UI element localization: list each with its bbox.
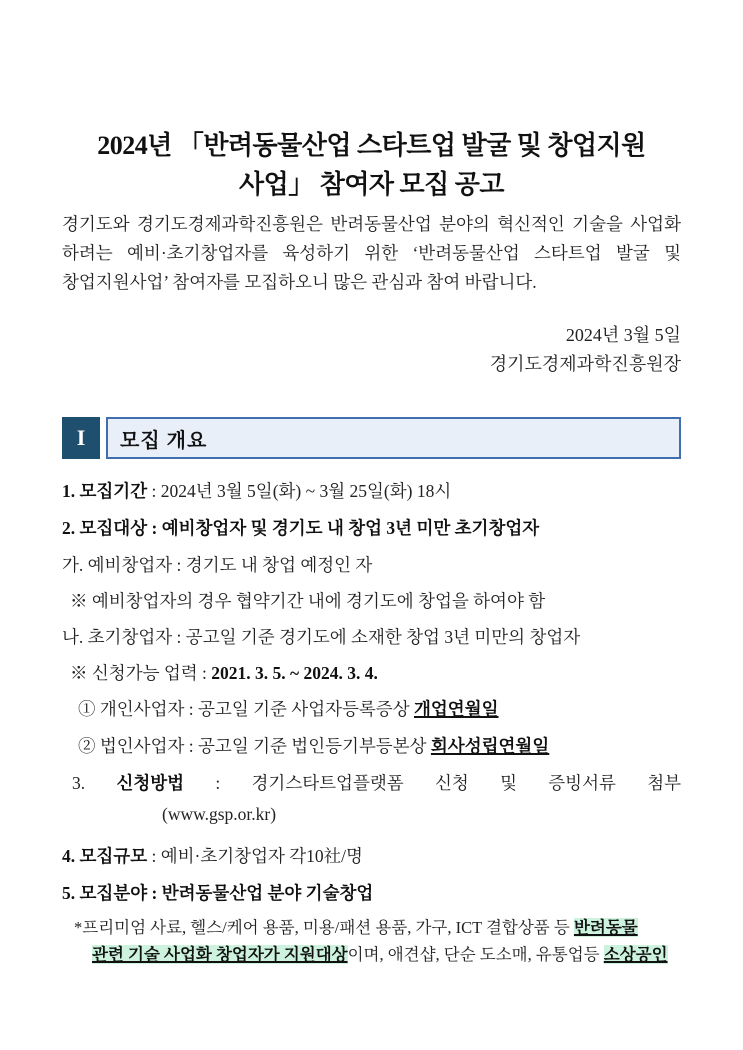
- recruit-scale-item: [62, 844, 681, 868]
- item-corporate-business: [62, 734, 681, 758]
- section-title-box: [106, 417, 681, 459]
- application-method-value: : 경기스타트업플랫폼 신청 및 증빙서류 첨부: [184, 773, 682, 793]
- section-numeral-box: [62, 417, 100, 459]
- note-preliminary-founder: ※ 예비창업자의 경우 협약기간 내에 경기도에 창업을 하여야 함: [70, 591, 546, 611]
- recruit-period-label: 1. 모집기간: [62, 481, 148, 501]
- sub-item-early-founder: 나. 초기창업자 : 공고일 기준 경기도에 소재한 창업 3년 미만의 창업자: [62, 627, 581, 647]
- page-title-line-2: 사업」 참여자 모집 공고: [238, 170, 505, 199]
- field-note-line-2: [74, 941, 681, 968]
- field-note-highlight-1: 반려동물: [573, 918, 638, 937]
- intro-paragraph: 경기도와 경기도경제과학진흥원은 반려동물산업 분야의 혁신적인 기술을 사업화 하려는 예비·초기창업자를 육성하기 위한 ‘반려동물산업 스타트업 발굴 및 창업지원사업’ 참여자를 모집하오니 많은 관심과 참여 바랍니다.: [62, 214, 681, 292]
- sub-item-preliminary-founder: 가. 예비창업자 : 경기도 내 창업 예정인 자: [62, 555, 373, 575]
- note-eligible-period-value: 2021. 3. 5. ~ 2024. 3. 4.: [211, 663, 378, 683]
- field-note-line-1: [74, 914, 681, 941]
- application-url: (www.gsp.or.kr): [162, 804, 277, 824]
- item-corporate-business-text: ② 법인사업자 : 공고일 기준 법인등기부등본상: [78, 736, 431, 756]
- overview-list: [62, 479, 681, 968]
- field-note: [62, 914, 681, 968]
- recruit-period-item: [62, 479, 681, 503]
- application-method-label: 신청방법: [116, 773, 185, 793]
- recruit-field-item: 5. 모집분야 : 반려동물산업 분야 기술창업: [62, 883, 374, 903]
- field-note-highlight-2: 관련 기술 사업화 창업자가 지원대상: [92, 945, 348, 964]
- field-note-text-1: *프리미엄 사료, 헬스/케어 용품, 미용/패션 용품, 가구, ICT 결합상품 등: [74, 918, 574, 937]
- announcement-date: 2024년 3월 5일: [565, 325, 681, 345]
- announcement-author: 경기도경제과학진흥원장: [489, 354, 681, 374]
- section-numeral: I: [76, 425, 86, 450]
- application-method-number: 3.: [72, 773, 117, 793]
- application-method-item: [62, 771, 681, 795]
- item-individual-business: [62, 697, 681, 721]
- recruit-period-value: : 2024년 3월 5일(화) ~ 3월 25일(화) 18시: [147, 481, 452, 501]
- item-individual-business-emphasis: 개업연월일: [414, 699, 499, 719]
- note-eligible-period: [62, 661, 681, 685]
- recruit-target-item: 2. 모집대상 : 예비창업자 및 경기도 내 창업 3년 미만 초기창업자: [62, 518, 540, 538]
- recruit-scale-label: 4. 모집규모: [62, 846, 148, 866]
- item-individual-business-text: ① 개인사업자 : 공고일 기준 사업자등록증상: [78, 699, 414, 719]
- field-note-text-2: 이며, 애견샵, 단순 도소매, 유통업등: [347, 945, 604, 964]
- recruit-scale-value: : 예비·초기창업자 각10社/명: [147, 846, 363, 866]
- page-title: [62, 126, 681, 204]
- section-title: 모집 개요: [120, 429, 208, 452]
- page-title-line-1: 2024년 「반려동물산업 스타트업 발굴 및 창업지원: [97, 131, 646, 160]
- item-corporate-business-emphasis: 회사성립연월일: [430, 736, 550, 756]
- section-header: [62, 417, 681, 459]
- note-eligible-period-label: ※ 신청가능 업력 :: [70, 663, 212, 683]
- date-block: [62, 321, 681, 379]
- field-note-highlight-3: 소상공인: [603, 945, 668, 964]
